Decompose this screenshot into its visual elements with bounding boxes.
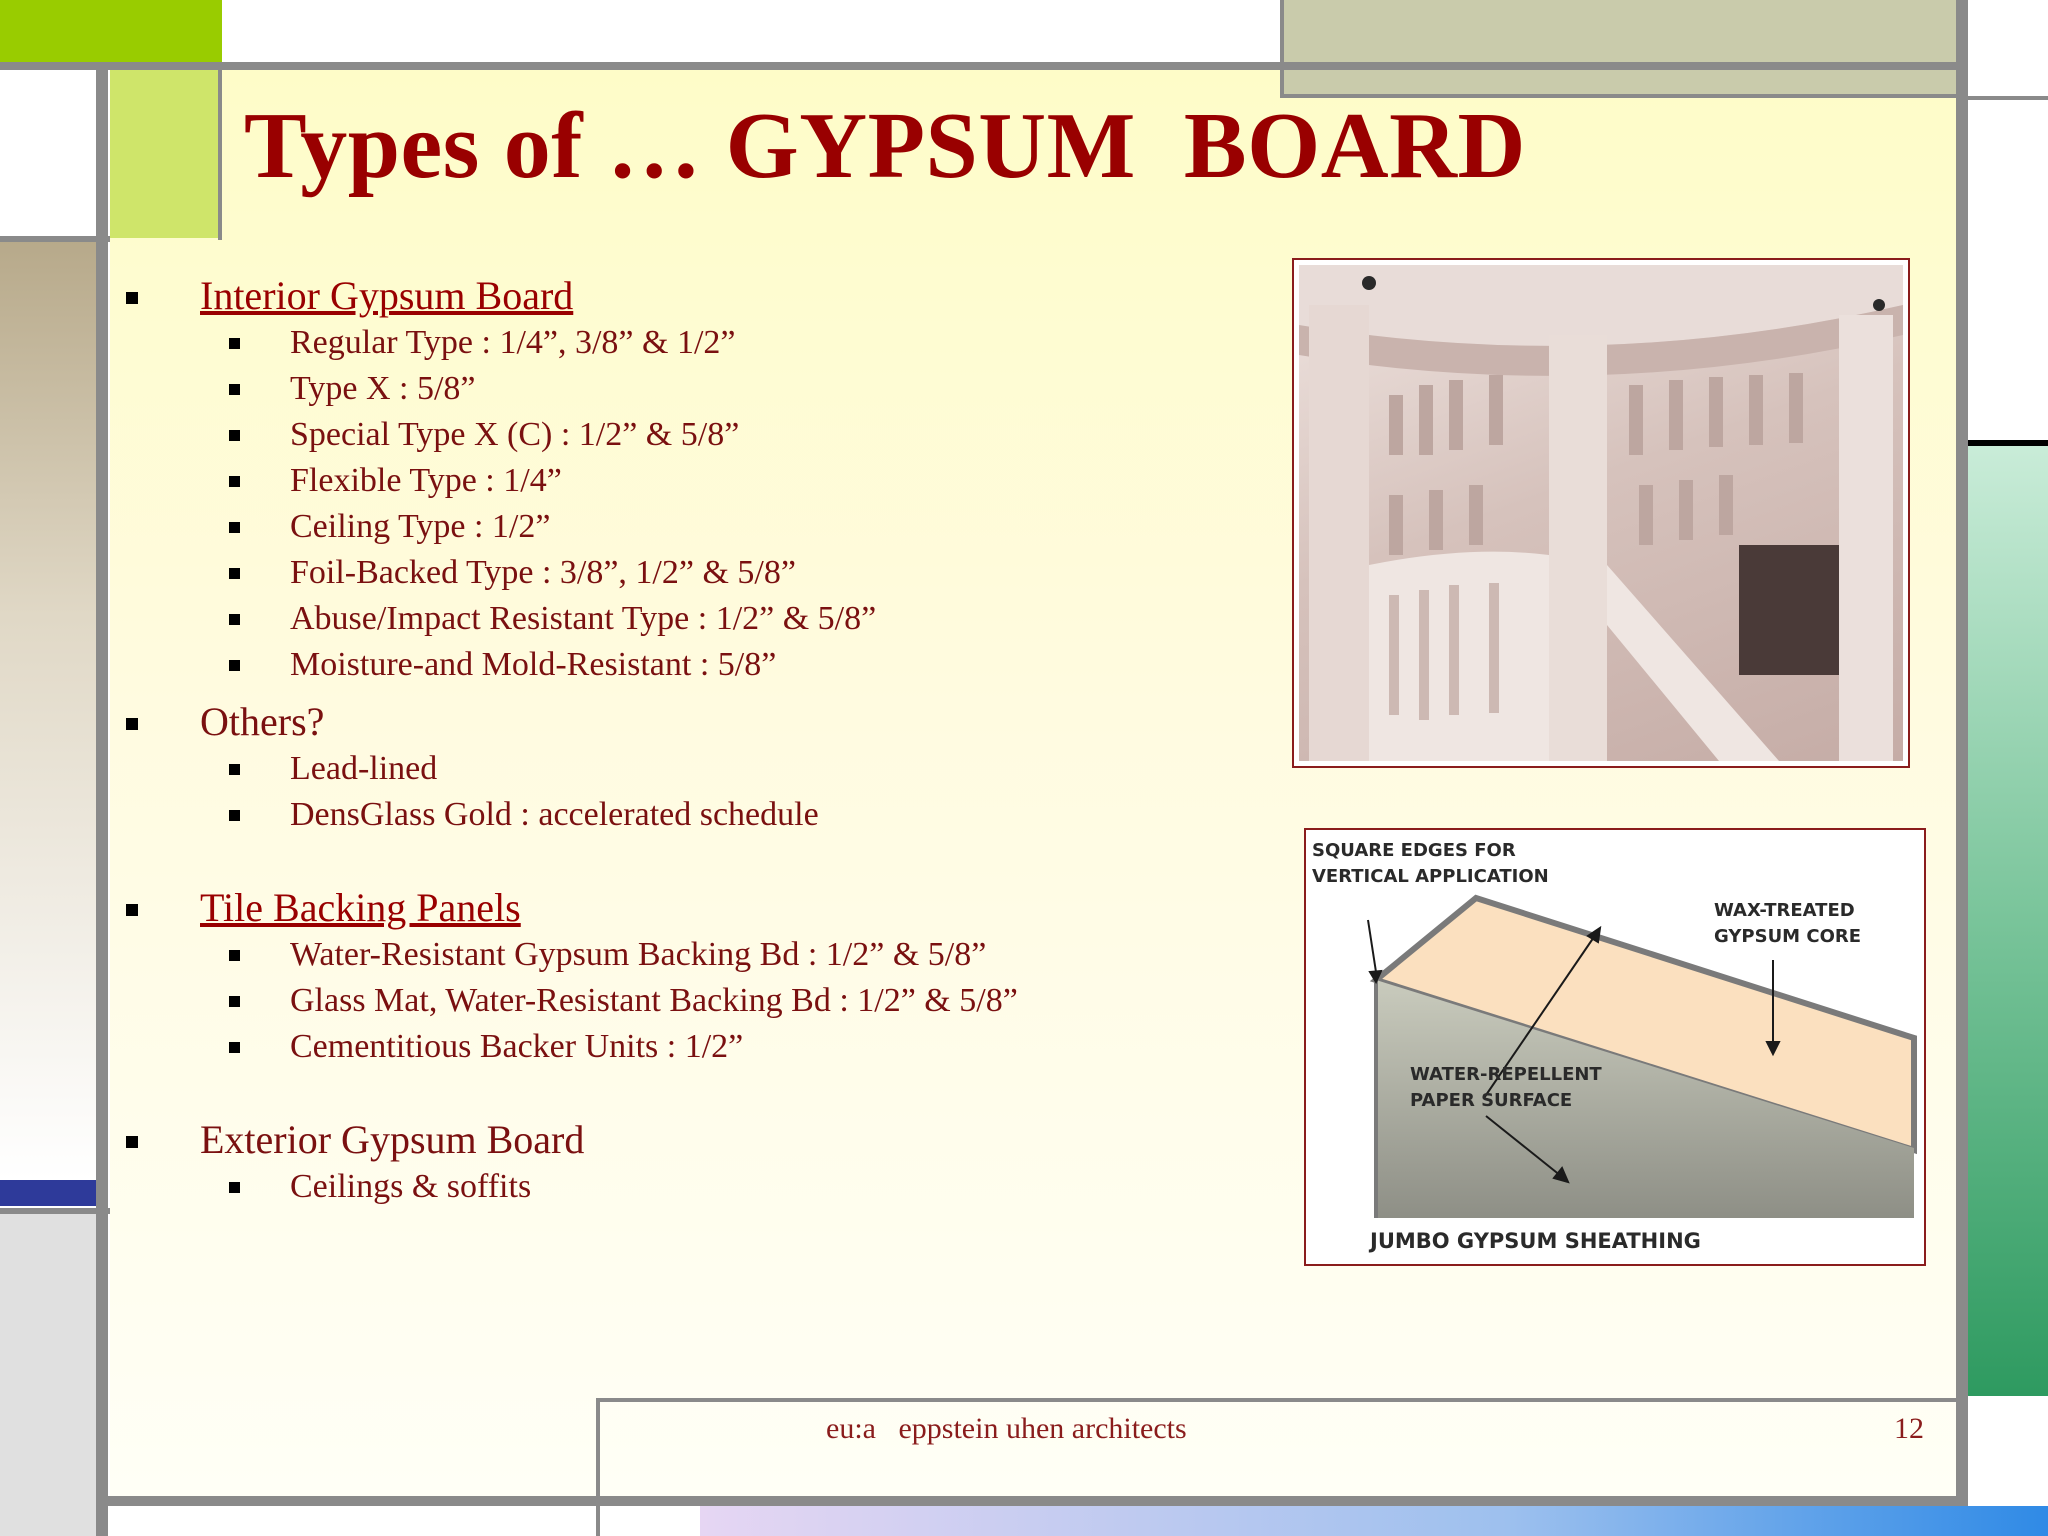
bullet-spacer: [120, 1070, 1280, 1106]
frame-line-left-blue: [0, 1208, 110, 1214]
bullet-text: Glass Mat, Water-Resistant Backing Bd : 1/2” & 5/8”: [290, 982, 1018, 1019]
light-green-block: [110, 70, 222, 238]
teal-side-block: [1968, 446, 2048, 1396]
bullet-text: Others?: [200, 699, 325, 744]
frame-line-right: [1956, 0, 1968, 1506]
bullet-subitem: [120, 978, 1280, 1024]
bullet-list: [120, 262, 1280, 1210]
drywall-photo-illustration: [1299, 265, 1903, 761]
bullet-subitem: [120, 1024, 1280, 1070]
bullet-text: Foil-Backed Type : 3/8”, 1/2” & 5/8”: [290, 554, 796, 591]
bullet-spacer: [120, 838, 1280, 874]
bullet-link-text[interactable]: Tile Backing Panels: [200, 885, 521, 930]
bullet-text: Lead-lined: [290, 750, 438, 787]
olive-top-block: [1280, 0, 1958, 98]
frame-line-left-mid: [0, 236, 110, 242]
photo-frame: [1292, 258, 1910, 768]
bullet-link-text[interactable]: Interior Gypsum Board: [200, 273, 574, 318]
footer-text: eu:a eppstein uhen architects: [826, 1412, 1187, 1445]
bullet-text: Moisture-and Mold-Resistant : 5/8”: [290, 646, 777, 683]
bullet-text: Ceiling Type : 1/2”: [290, 508, 551, 545]
bullet-text: Abuse/Impact Resistant Type : 1/2” & 5/8”: [290, 600, 877, 637]
bullet-subitem: [120, 366, 1280, 412]
bullet-text: Regular Type : 1/4”, 3/8” & 1/2”: [290, 324, 736, 361]
drywall-interior-photo: [1299, 265, 1903, 761]
bullet-subitem: [120, 596, 1280, 642]
bullet-subitem: [120, 320, 1280, 366]
bullet-subitem: [120, 458, 1280, 504]
bullet-heading[interactable]: [120, 272, 1280, 320]
bullet-text: Ceilings & soffits: [290, 1168, 532, 1205]
bullet-text: Cementitious Backer Units : 1/2”: [290, 1028, 744, 1065]
bullet-subitem: [120, 642, 1280, 688]
bullet-text: DensGlass Gold : accelerated schedule: [290, 796, 819, 833]
bullet-text: Exterior Gypsum Board: [200, 1117, 585, 1162]
bullet-heading: [120, 698, 1280, 746]
bullet-subitem: [120, 792, 1280, 838]
black-side-tick: [1960, 440, 2048, 446]
bullet-text: Type X : 5/8”: [290, 370, 476, 407]
bullet-subitem: [120, 550, 1280, 596]
label-square-edges: SQUARE EDGES FOR VERTICAL APPLICATION: [1312, 840, 1549, 887]
label-paper-surface: WATER-REPELLENT PAPER SURFACE: [1410, 1064, 1602, 1111]
bullet-heading: [120, 1116, 1280, 1164]
bullet-subitem: [120, 932, 1280, 978]
frame-line-top: [0, 62, 1960, 70]
diagram-caption: JUMBO GYPSUM SHEATHING: [1370, 1229, 1701, 1253]
slide-title: Types of … GYPSUM BOARD: [244, 94, 1526, 198]
green-corner-block: [0, 0, 222, 64]
gray-side-block: [0, 1214, 96, 1536]
bullet-heading[interactable]: [120, 884, 1280, 932]
frame-line-inner-left: [218, 62, 222, 240]
bullet-subitem: [120, 504, 1280, 550]
tan-side-block: [0, 240, 96, 1180]
sheathing-diagram-drawing: [1306, 830, 1924, 1264]
bullet-text: Flexible Type : 1/4”: [290, 462, 562, 499]
frame-line-left: [96, 62, 108, 1536]
blue-side-stripe: [0, 1180, 96, 1206]
bullet-text: Water-Resistant Gypsum Backing Bd : 1/2” & 5/8”: [290, 936, 987, 973]
page-number: 12: [1894, 1412, 1924, 1445]
sheathing-diagram: [1304, 828, 1926, 1266]
bullet-subitem: [120, 1164, 1280, 1210]
frame-line-top-right: [1958, 96, 2048, 100]
bullet-text: Special Type X (C) : 1/2” & 5/8”: [290, 416, 740, 453]
footer-box-outline: [596, 1398, 1958, 1536]
bullet-subitem: [120, 412, 1280, 458]
bullet-subitem: [120, 746, 1280, 792]
label-gypsum-core: WAX-TREATED GYPSUM CORE: [1714, 900, 1862, 947]
